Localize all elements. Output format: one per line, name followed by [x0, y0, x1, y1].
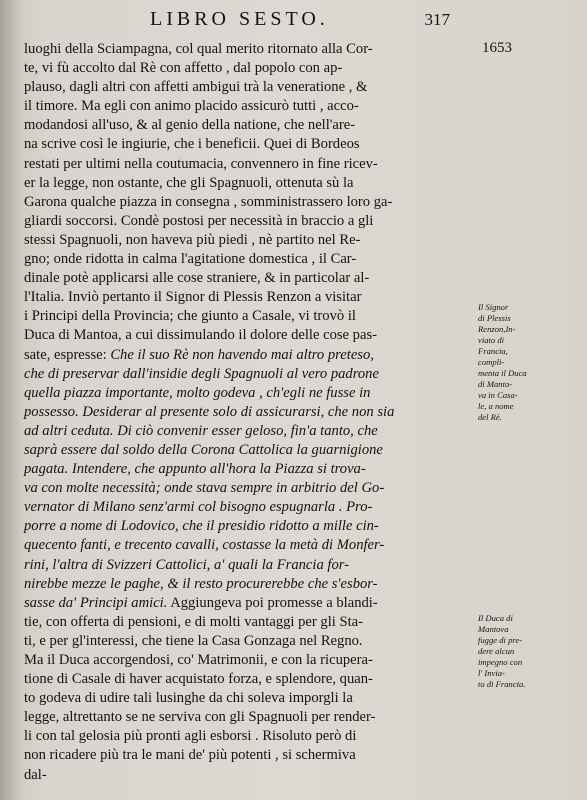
roman-run: i Principi della Provincia; che giunto a Casale, vi trovò il [24, 308, 356, 325]
italic-run: saprà essere dal soldo della Corona Cattolica la guarnigione [24, 441, 383, 458]
roman-run: Garona qualche piazza in consegna , somministrassero loro ga- [24, 193, 393, 210]
sidenote-line: Francia, [478, 346, 508, 356]
text-line [24, 422, 476, 441]
text-line [24, 250, 476, 269]
text-line [24, 97, 476, 116]
text-line [24, 727, 476, 746]
text-line [24, 594, 476, 613]
roman-run: gliardi soccorsi. Condè postosi per necessità in braccio a gli [24, 212, 374, 229]
sidenote-line: di Manto- [478, 379, 513, 389]
text-line [24, 326, 476, 345]
text-line [24, 689, 476, 708]
gutter-shadow [0, 0, 22, 800]
italic-run: rini, l'altra di Svizzeri Cattolici, a' quali la Francia for- [24, 556, 349, 573]
roman-run: l'Italia. Inviò pertanto il Signor di Plessis Renzon a visitar [24, 289, 362, 306]
roman-run: na scrive così le ingiurie, che i beneficii. Quei di Bordeos [24, 136, 360, 153]
margin-year: 1653 [482, 40, 512, 56]
italic-run: quella piazza importante, molto godeva , ch'egli ne fusse in [24, 384, 371, 401]
text-line [24, 346, 476, 365]
text-line [24, 212, 476, 231]
roman-run: Ma il Duca accorgendosi, co' Matrimonii, e con la ricupera- [24, 652, 373, 668]
italic-run: Che il suo Rè non havendo mai altro preteso, [110, 346, 374, 363]
sidenote-line: va in Casa- [478, 390, 518, 400]
italic-run: che di preservar dall'insidie degli Spagnuoli al vero padrone [24, 365, 379, 382]
roman-run: Duca di Mantoa, a cui dissimulando il dolore delle cose pas- [24, 327, 377, 344]
text-line [24, 479, 476, 498]
sidenote-line: dere alcun [478, 646, 515, 656]
sidenote-line: viato di [478, 335, 505, 345]
text-line [24, 441, 476, 460]
italic-run: pagata. Intendere, che appunto all'hora la Piazza si trova- [24, 461, 366, 478]
text-line [24, 135, 476, 154]
text-line [24, 517, 476, 536]
roman-run: Aggiungeva poi promesse a blandi- [167, 594, 378, 611]
sidenote-line: menta il Duca [478, 368, 527, 378]
roman-run: tione di Casale di haver acquistato forza, e splendore, quan- [24, 671, 373, 688]
text-line [24, 613, 476, 632]
sidenote-line: Il Duca di [478, 613, 513, 623]
text-line [24, 307, 476, 326]
text-line [24, 174, 476, 193]
roman-run: plauso, dagli altri con affetti ambigui trà la veneratione , & [24, 79, 368, 96]
roman-run: ti, e per gl'interessi, che tiene la Casa Gonzaga nel Regno. [24, 632, 363, 649]
text-line [24, 40, 476, 59]
body-text [24, 40, 476, 785]
text-line [24, 403, 476, 422]
roman-run: stessi Spagnuoli, non haveva più piedi , nè partito nel Re- [24, 231, 361, 248]
text-line [24, 78, 476, 97]
roman-run: li con tal gelosia più pronti agli esborsi . Risoluto però di [24, 728, 357, 745]
text-line [24, 231, 476, 250]
text-line [24, 632, 476, 651]
text-line [24, 651, 476, 670]
sidenote-line: impegno con [478, 657, 523, 667]
italic-run: ad altri ceduta. Di ciò convenir esser geloso, fin'a tanto, che [24, 422, 378, 439]
running-title: LIBRO SESTO. [150, 8, 329, 30]
text-line [24, 536, 476, 555]
page-header [150, 8, 450, 34]
sidenote-plessis [478, 302, 584, 423]
sidenote-line: di Plessis [478, 313, 511, 323]
sidenote-line: to di Francia. [478, 679, 526, 689]
text-line [24, 498, 476, 517]
text-line [24, 384, 476, 403]
roman-run: legge, altrettanto se ne serviva con gli Spagnuoli per render- [24, 709, 376, 726]
italic-run: va con molte necessità; onde stava sempre in arbitrio del Go- [24, 480, 385, 497]
roman-run: modandosi all'uso, & al genio della natione, che nell'are- [24, 117, 356, 134]
sidenote-line: del Rè. [478, 412, 502, 422]
page-number: 317 [424, 10, 450, 29]
text-line [24, 59, 476, 78]
sidenote-line: Renzon,In- [478, 324, 516, 334]
roman-run: sate, espresse: [24, 346, 111, 363]
roman-run: restati per ultimi nella coutumacia, convennero in fine ricev- [24, 155, 378, 172]
roman-run: er la legge, non ostante, che gli Spagnuoli, ottenuta sù la [24, 174, 354, 191]
text-line [24, 193, 476, 212]
italic-run: sasse da' Principi amici. [24, 594, 168, 611]
roman-run: gno; onde ridotta in calma l'agitatione domestica , il Car- [24, 251, 357, 268]
sidenote-line: fugge di pre- [478, 635, 523, 645]
roman-run: dal- [24, 766, 47, 783]
sidenote-line: Mantova [478, 624, 509, 634]
italic-run: possesso. Desiderar al presente solo di assicurarsi, che non sia [24, 403, 395, 420]
italic-run: nirebbe mezze le paghe, & il resto procurerebbe che s'esbor- [24, 575, 378, 592]
sidenote-line: l' Invia- [478, 668, 505, 678]
roman-run: dinale potè applicarsi alle cose straniere, & in particolar al- [24, 270, 370, 287]
roman-run: non ricadere più tra le mani de' più potenti , si schermiva [24, 747, 356, 764]
text-line [24, 670, 476, 689]
roman-run: il timore. Ma egli con animo placido assicurò tutti , acco- [24, 98, 359, 115]
text-line [24, 365, 476, 384]
text-line [24, 746, 476, 765]
text-line [24, 460, 476, 479]
text-line [24, 288, 476, 307]
sidenote-line: compli- [478, 357, 505, 367]
text-line [24, 269, 476, 288]
sidenote-line: Il Signor [478, 302, 509, 312]
text-line [24, 708, 476, 727]
italic-run: vernator di Milano senz'armi col bisogno espugnarla . Pro- [24, 499, 373, 516]
roman-run: tie, con offerta di pensioni, e di molti vantaggi per gli Sta- [24, 613, 363, 630]
sidenote-duca [478, 613, 584, 690]
roman-run: te, vi fù accolto dal Rè con affetto , dal popolo con ap- [24, 60, 343, 77]
text-line [24, 766, 476, 785]
text-line [24, 155, 476, 174]
text-line [24, 556, 476, 575]
roman-run: to godeva di udire tali lusinghe da chi soleva imporgli la [24, 690, 353, 707]
text-line [24, 575, 476, 594]
sidenote-line: le, a nome [478, 401, 514, 411]
text-line [24, 116, 476, 135]
italic-run: quecento fanti, e trecento cavalli, costasse la metà di Monfer- [24, 537, 385, 554]
italic-run: porre a nome di Lodovico, che il presidio ridotto a mille cin- [24, 518, 379, 535]
roman-run: luoghi della Sciampagna, col qual merito ritornato alla Cor- [24, 41, 373, 57]
